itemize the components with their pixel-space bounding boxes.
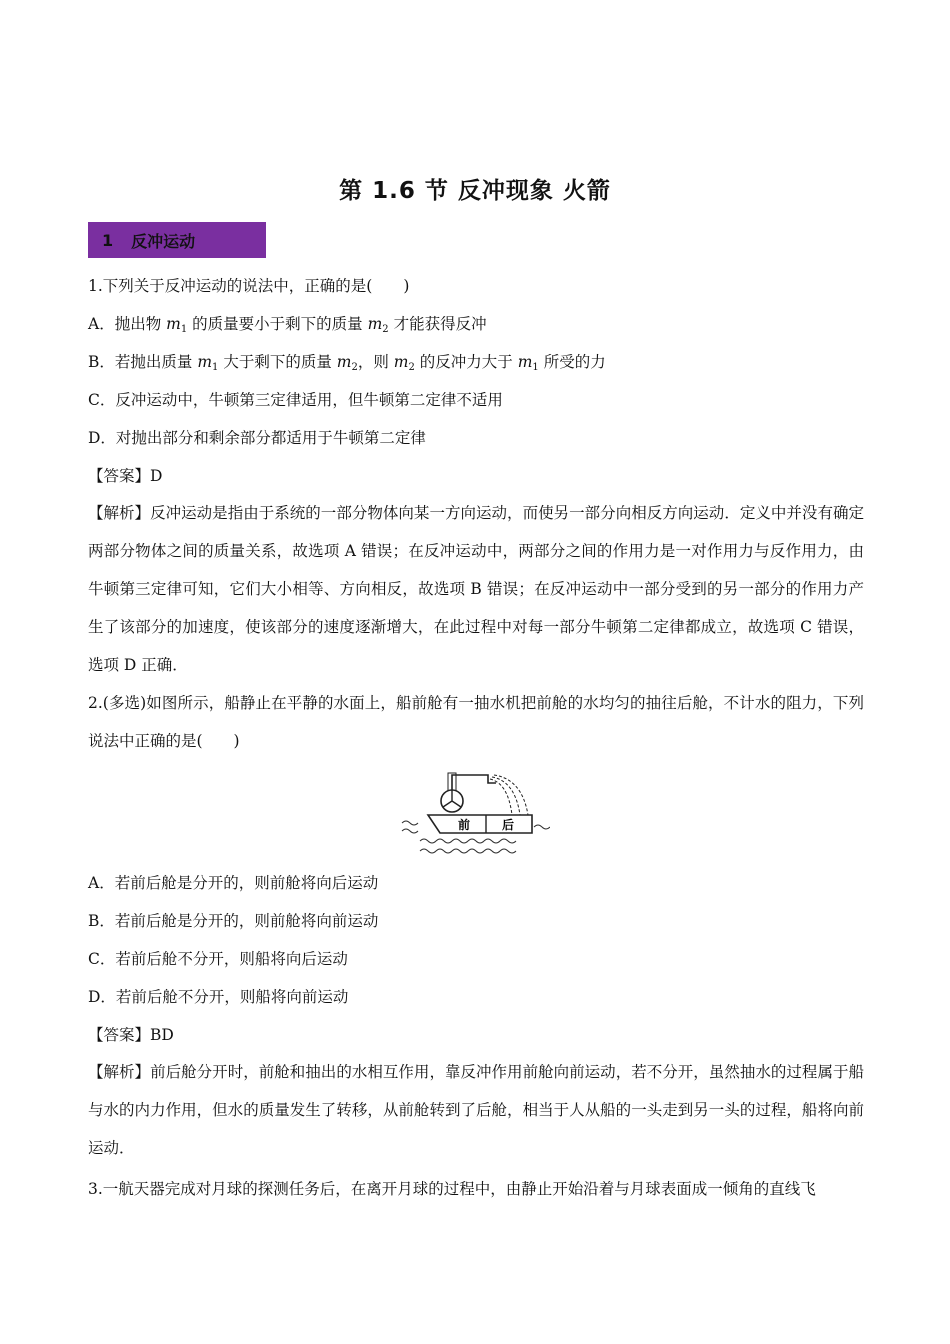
page-title: 第 1.6 节 反冲现象 火箭: [339, 178, 611, 204]
q2-option-b: B．若前后舱是分开的，则前舱将向前运动: [88, 912, 379, 930]
q1-analysis: [88, 494, 864, 684]
var-sub: 2: [382, 324, 389, 335]
analysis-label: 【解析】: [88, 1063, 151, 1081]
section-number: 1: [102, 230, 114, 250]
var-m: m: [166, 315, 181, 333]
q3-stem: 3.一航天器完成对月球的探测任务后，在离开月球的过程中，由静止开始沿着与月球表面成一倾角的直线飞: [88, 1180, 816, 1198]
analysis-text: 前后舱分开时，前舱和抽出的水相互作用，靠反冲作用前舱向前运动，若不分开，虽然抽水的过程属于船与水的内力作用，但水的质量发生了转移，从前舱转到了后舱，相当于人从船的一头走到另一头的过程，船将向前运动．: [88, 1063, 864, 1157]
analysis-text: 反冲运动是指由于系统的一部分物体向某一方向运动，而使另一部分向相反方向运动．定义中并没有确定两部分物体之间的质量关系，故选项 A 错误；在反冲运动中，两部分之间的作用力是一对作用力与反作用力，由牛顿第三定律可知，它们大小相等、方向相反，故选项 B 错误；在反冲运动中一部分受到的另一部分的作用力产生了该部分的加速度，使该部分的速度逐渐增大，在此过程中对每一部分牛顿第二定律都成立，故选项 C 错误，选项 D 正确．: [88, 504, 864, 674]
var-m: m: [336, 353, 352, 371]
q1-option-a: [88, 314, 487, 340]
q2-option-d: D．若前后舱不分开，则船将向前运动: [88, 988, 349, 1006]
back-hold-label: 后: [501, 818, 515, 832]
var-m: m: [517, 353, 533, 371]
q1-b-text: 所受的力: [538, 353, 606, 371]
q2-analysis: [88, 1053, 864, 1167]
q1-b-text: 的反冲力大于: [414, 353, 518, 371]
q1-b-text: 大于剩下的质量: [218, 353, 337, 371]
water-jet: [492, 777, 520, 815]
boat-hull: [428, 815, 532, 833]
wave-icon: [420, 849, 516, 853]
q1-a-text: A．抛出物: [88, 315, 167, 333]
q1-answer: 【答案】D: [88, 467, 163, 485]
water-jet: [490, 779, 512, 815]
q1-a-text: 的质量要小于剩下的质量: [187, 315, 368, 333]
var-sub: 1: [212, 362, 219, 373]
var-sub: 1: [180, 324, 188, 335]
front-hold-label: 前: [457, 818, 471, 832]
var-sub: 1: [532, 362, 539, 373]
q2-option-c: C．若前后舱不分开，则船将向后运动: [88, 950, 348, 968]
pump-pipe: [452, 775, 496, 793]
q2-answer: 【答案】BD: [88, 1026, 174, 1044]
var-m: m: [393, 353, 409, 371]
q1-b-text: B．若抛出质量: [88, 353, 198, 371]
boat-pump-figure: [400, 765, 550, 860]
var-m: m: [197, 353, 213, 371]
q2-option-a: A．若前后舱是分开的，则前舱将向后运动: [88, 874, 379, 892]
wave-icon: [420, 839, 516, 843]
section-label: 反冲运动: [131, 231, 196, 251]
q1-option-b: [88, 352, 606, 378]
var-sub: 2: [408, 362, 415, 373]
var-sub: 2: [351, 362, 358, 373]
q2-stem: 2.(多选)如图所示，船静止在平静的水面上，船前舱有一抽水机把前舱的水均匀的抽往后舱，不计水的阻力，下列说法中正确的是( ): [88, 694, 864, 750]
water-jet: [494, 775, 528, 815]
analysis-label: 【解析】: [88, 504, 151, 522]
q1-option-d: D．对抛出部分和剩余部分都适用于牛顿第二定律: [88, 429, 426, 447]
q1-stem: 1.下列关于反冲运动的说法中，正确的是( ): [88, 277, 410, 295]
wave-icon: [402, 821, 418, 833]
q1-a-text: 才能获得反冲: [388, 315, 487, 333]
q1-b-text: ，则: [357, 353, 394, 371]
section-header: [88, 222, 266, 258]
wave-icon: [534, 825, 550, 829]
q1-option-c: C．反冲运动中，牛顿第三定律适用，但牛顿第二定律不适用: [88, 391, 503, 409]
var-m: m: [367, 315, 383, 333]
